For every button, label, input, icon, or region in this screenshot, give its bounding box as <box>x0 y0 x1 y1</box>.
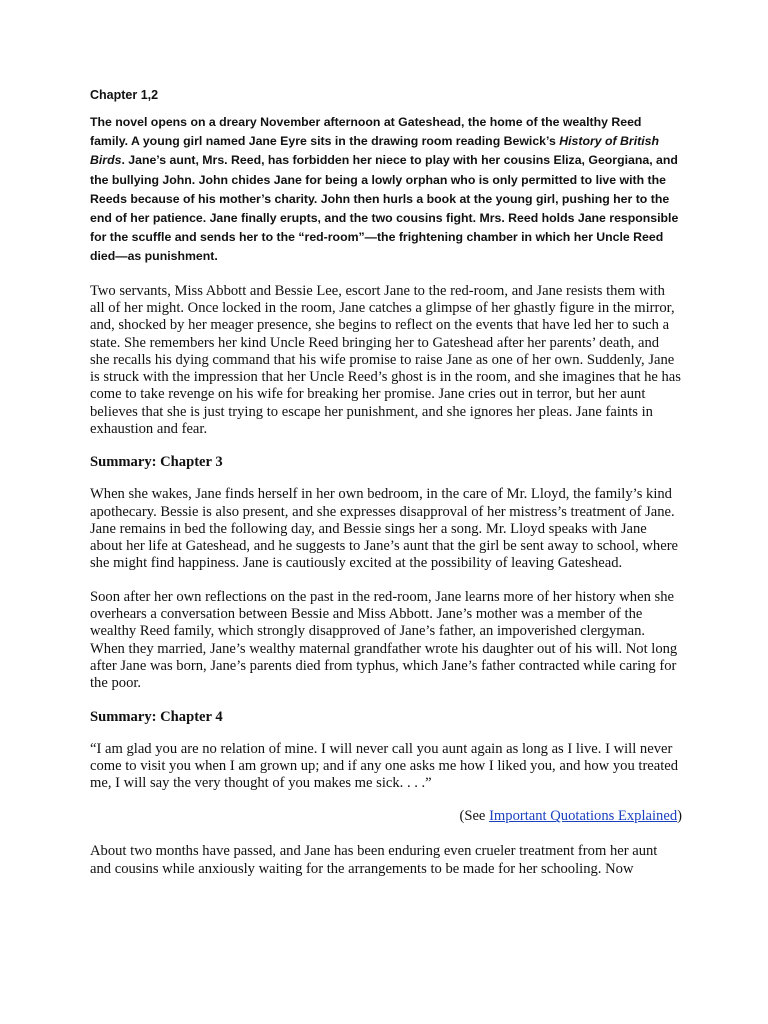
quotation-reference-close: ) <box>677 808 682 825</box>
summary-chapter-3-heading: Summary: Chapter 3 <box>90 454 223 471</box>
document-page <box>90 88 682 894</box>
important-quotations-link[interactable]: Important Quotations Explained <box>489 808 678 825</box>
book-title: History of British Birds <box>90 134 659 168</box>
quotation-reference-open: (See <box>459 808 490 825</box>
intro-text-start: The novel opens on a dreary November afternoon at Gateshead, the home of the wealthy Reed family. A young girl named Jane Eyre sits in the drawing room reading Bewick’s <box>90 115 642 149</box>
chapter-3-paragraph-2: Soon after her own reflections on the past in the red-room, Jane learns more of her history when she overhears a conversation between Bessie and Miss Abbott. Jane’s mother was a member of the wealthy Reed family, which strongly disapproved of Jane’s father, an impoverished clergyman. When they married, Jane’s wealthy maternal grandfather wrote his daughter out of his will. Not long after Jane was born, Jane’s parents died from typhus, which Jane’s father contracted while caring for the poor. <box>90 588 678 692</box>
summary-chapter-4-heading: Summary: Chapter 4 <box>90 708 223 725</box>
chapter-4-quote: “I am glad you are no relation of mine. I will never call you aunt again as long as I live. I will never come to visit you when I am grown up; and if any one asks me how I liked you, and how you treated me, I will say the very thought of you makes me sick. . . .” <box>90 740 679 792</box>
quotation-reference <box>90 808 682 825</box>
red-room-paragraph: Two servants, Miss Abbott and Bessie Lee, escort Jane to the red-room, and Jane resists them with all of her might. Once locked in the room, Jane catches a glimpse of her ghastly figure in the mirror, and, shocked by her meager presence, she begins to reflect on the events that have led her to such a state. She remembers her kind Uncle Reed bringing her to Gateshead after her parents’ death, and she recalls his dying command that his wife promise to raise Jane as one of her own. Suddenly, Jane is struck with the impression that her Uncle Reed’s ghost is in the room, and she imagines that he has come to take revenge on his wife for breaking her promise. Jane cries out in terror, but her aunt believes that she is just trying to escape her punishment, and she ignores her pleas. Jane faints in exhaustion and fear. <box>90 282 681 437</box>
chapter-4-paragraph-1: About two months have passed, and Jane has been enduring even crueler treatment from her aunt and cousins while anxiously waiting for the arrangements to be made for her schooling. Now <box>90 843 658 877</box>
chapter-3-paragraph-1: When she wakes, Jane finds herself in her own bedroom, in the care of Mr. Lloyd, the family’s kind apothecary. Bessie is also present, and she expresses disapproval of her mistress’s treatment of Jane. Jane remains in bed the following day, and Bessie sings her a song. Mr. Lloyd speaks with Jane about her life at Gateshead, and he suggests to Jane’s aunt that the girl be sent away to school, where she might find happiness. Jane is cautiously excited at the possibility of leaving Gateshead. <box>90 486 679 572</box>
chapter-heading: Chapter 1,2 <box>90 88 159 102</box>
intro-paragraph <box>90 113 682 267</box>
intro-text-end: . Jane’s aunt, Mrs. Reed, has forbidden her niece to play with her cousins Eliza, Georgiana, and the bullying John. John chides Jane for being a lowly orphan who is only permitted to live with the Reeds because of his mother’s charity. John then hurls a book at the young girl, pushing her to the end of her patience. Jane finally erupts, and the two cousins fight. Mrs. Reed holds Jane responsible for the scuffle and sends her to the “red-room”—the frightening chamber in which her Uncle Reed died—as punishment. <box>90 153 679 264</box>
